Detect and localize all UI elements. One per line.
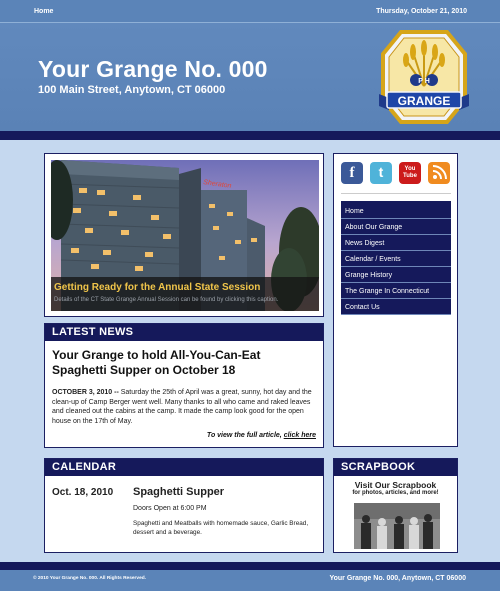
- footer-copyright: © 2010 Your Grange No. 000. All Rights Reserved.: [33, 576, 147, 581]
- scrapbook-photo[interactable]: [354, 503, 440, 549]
- news-body: [52, 388, 318, 426]
- news-more: [207, 432, 316, 439]
- hotel-sign: Sheraton: [202, 179, 232, 190]
- feature-photo[interactable]: [51, 160, 319, 311]
- menu-item-about-our-grange[interactable]: About Our Grange: [341, 220, 451, 235]
- feature-panel: [44, 153, 324, 317]
- news-headline: Your Grange to hold All-You-Can-Eat Spaghetti Supper on October 18: [52, 348, 261, 377]
- menu-item-news-digest[interactable]: News Digest: [341, 236, 451, 251]
- footer-divider: [0, 562, 500, 570]
- grange-logo[interactable]: [379, 28, 469, 128]
- scrapbook-title[interactable]: Visit Our Scrapbook: [354, 480, 437, 490]
- youtube-icon[interactable]: You Tube: [399, 162, 421, 184]
- nav-menu: [341, 201, 451, 314]
- menu-item-contact-us[interactable]: Contact Us: [341, 300, 451, 315]
- scrapbook-panel: [333, 458, 458, 553]
- rss-icon[interactable]: [428, 162, 450, 184]
- news-dateline: OCTOBER 3, 2010 --: [52, 389, 119, 396]
- logo-letters: P H: [418, 78, 430, 85]
- event-description: Spaghetti and Meatballs with homemade sauce, Garlic Bread, dessert and a beverage.: [133, 520, 309, 536]
- sidebar-panel: [333, 153, 458, 447]
- site-header: [0, 23, 500, 131]
- news-more-link[interactable]: click here: [283, 432, 316, 439]
- site-title: Your Grange No. 000: [38, 56, 268, 82]
- facebook-icon[interactable]: f: [341, 162, 363, 184]
- caption-title[interactable]: Getting Ready for the Annual State Session: [54, 282, 261, 293]
- scrapbook-heading: SCRAPBOOK: [334, 459, 457, 476]
- calendar-heading: CALENDAR: [45, 459, 323, 476]
- site-address: 100 Main Street, Anytown, CT 06000: [38, 84, 226, 96]
- top-bar: [0, 0, 500, 23]
- logo-text: GRANGE: [397, 94, 451, 108]
- event-time: Doors Open at 6:00 PM: [133, 505, 207, 512]
- menu-item-grange-history[interactable]: Grange History: [341, 268, 451, 283]
- footer-address: Your Grange No. 000, Anytown, CT 06000: [329, 575, 466, 582]
- menu-item-calendar-events[interactable]: Calendar / Events: [341, 252, 451, 267]
- menu-item-the-grange-in-connecticut[interactable]: The Grange In Connecticut: [341, 284, 451, 299]
- twitter-icon[interactable]: t: [370, 162, 392, 184]
- site-footer: [0, 570, 500, 591]
- feature-caption[interactable]: [51, 277, 319, 311]
- news-text: Saturday the 25th of April was a great, sunny, hot day and the clean-up of Camp Berger went well. Many thanks to all who came and raked leaves and cleaned out the cabins at the camp. It made the camp look good for the open house on the 17th of May.: [52, 389, 312, 425]
- calendar-panel: [44, 458, 324, 553]
- caption-text: Details of the CT State Grange Annual Session can be found by clicking this caption.: [54, 297, 279, 303]
- top-home-link[interactable]: Home: [34, 8, 54, 15]
- scrapbook-subtitle: for photos, articles, and more!: [352, 490, 439, 496]
- latest-news-panel: [44, 323, 324, 448]
- event-date: Oct. 18, 2010: [52, 487, 114, 498]
- header-divider: [0, 131, 500, 140]
- news-more-prefix: To view the full article,: [206, 432, 282, 439]
- event-title[interactable]: Spaghetti Supper: [133, 486, 225, 498]
- menu-item-home[interactable]: Home: [341, 204, 451, 219]
- latest-news-heading: LATEST NEWS: [45, 324, 323, 341]
- current-date: Thursday, October 21, 2010: [376, 8, 467, 15]
- sidebar-divider: [341, 193, 451, 194]
